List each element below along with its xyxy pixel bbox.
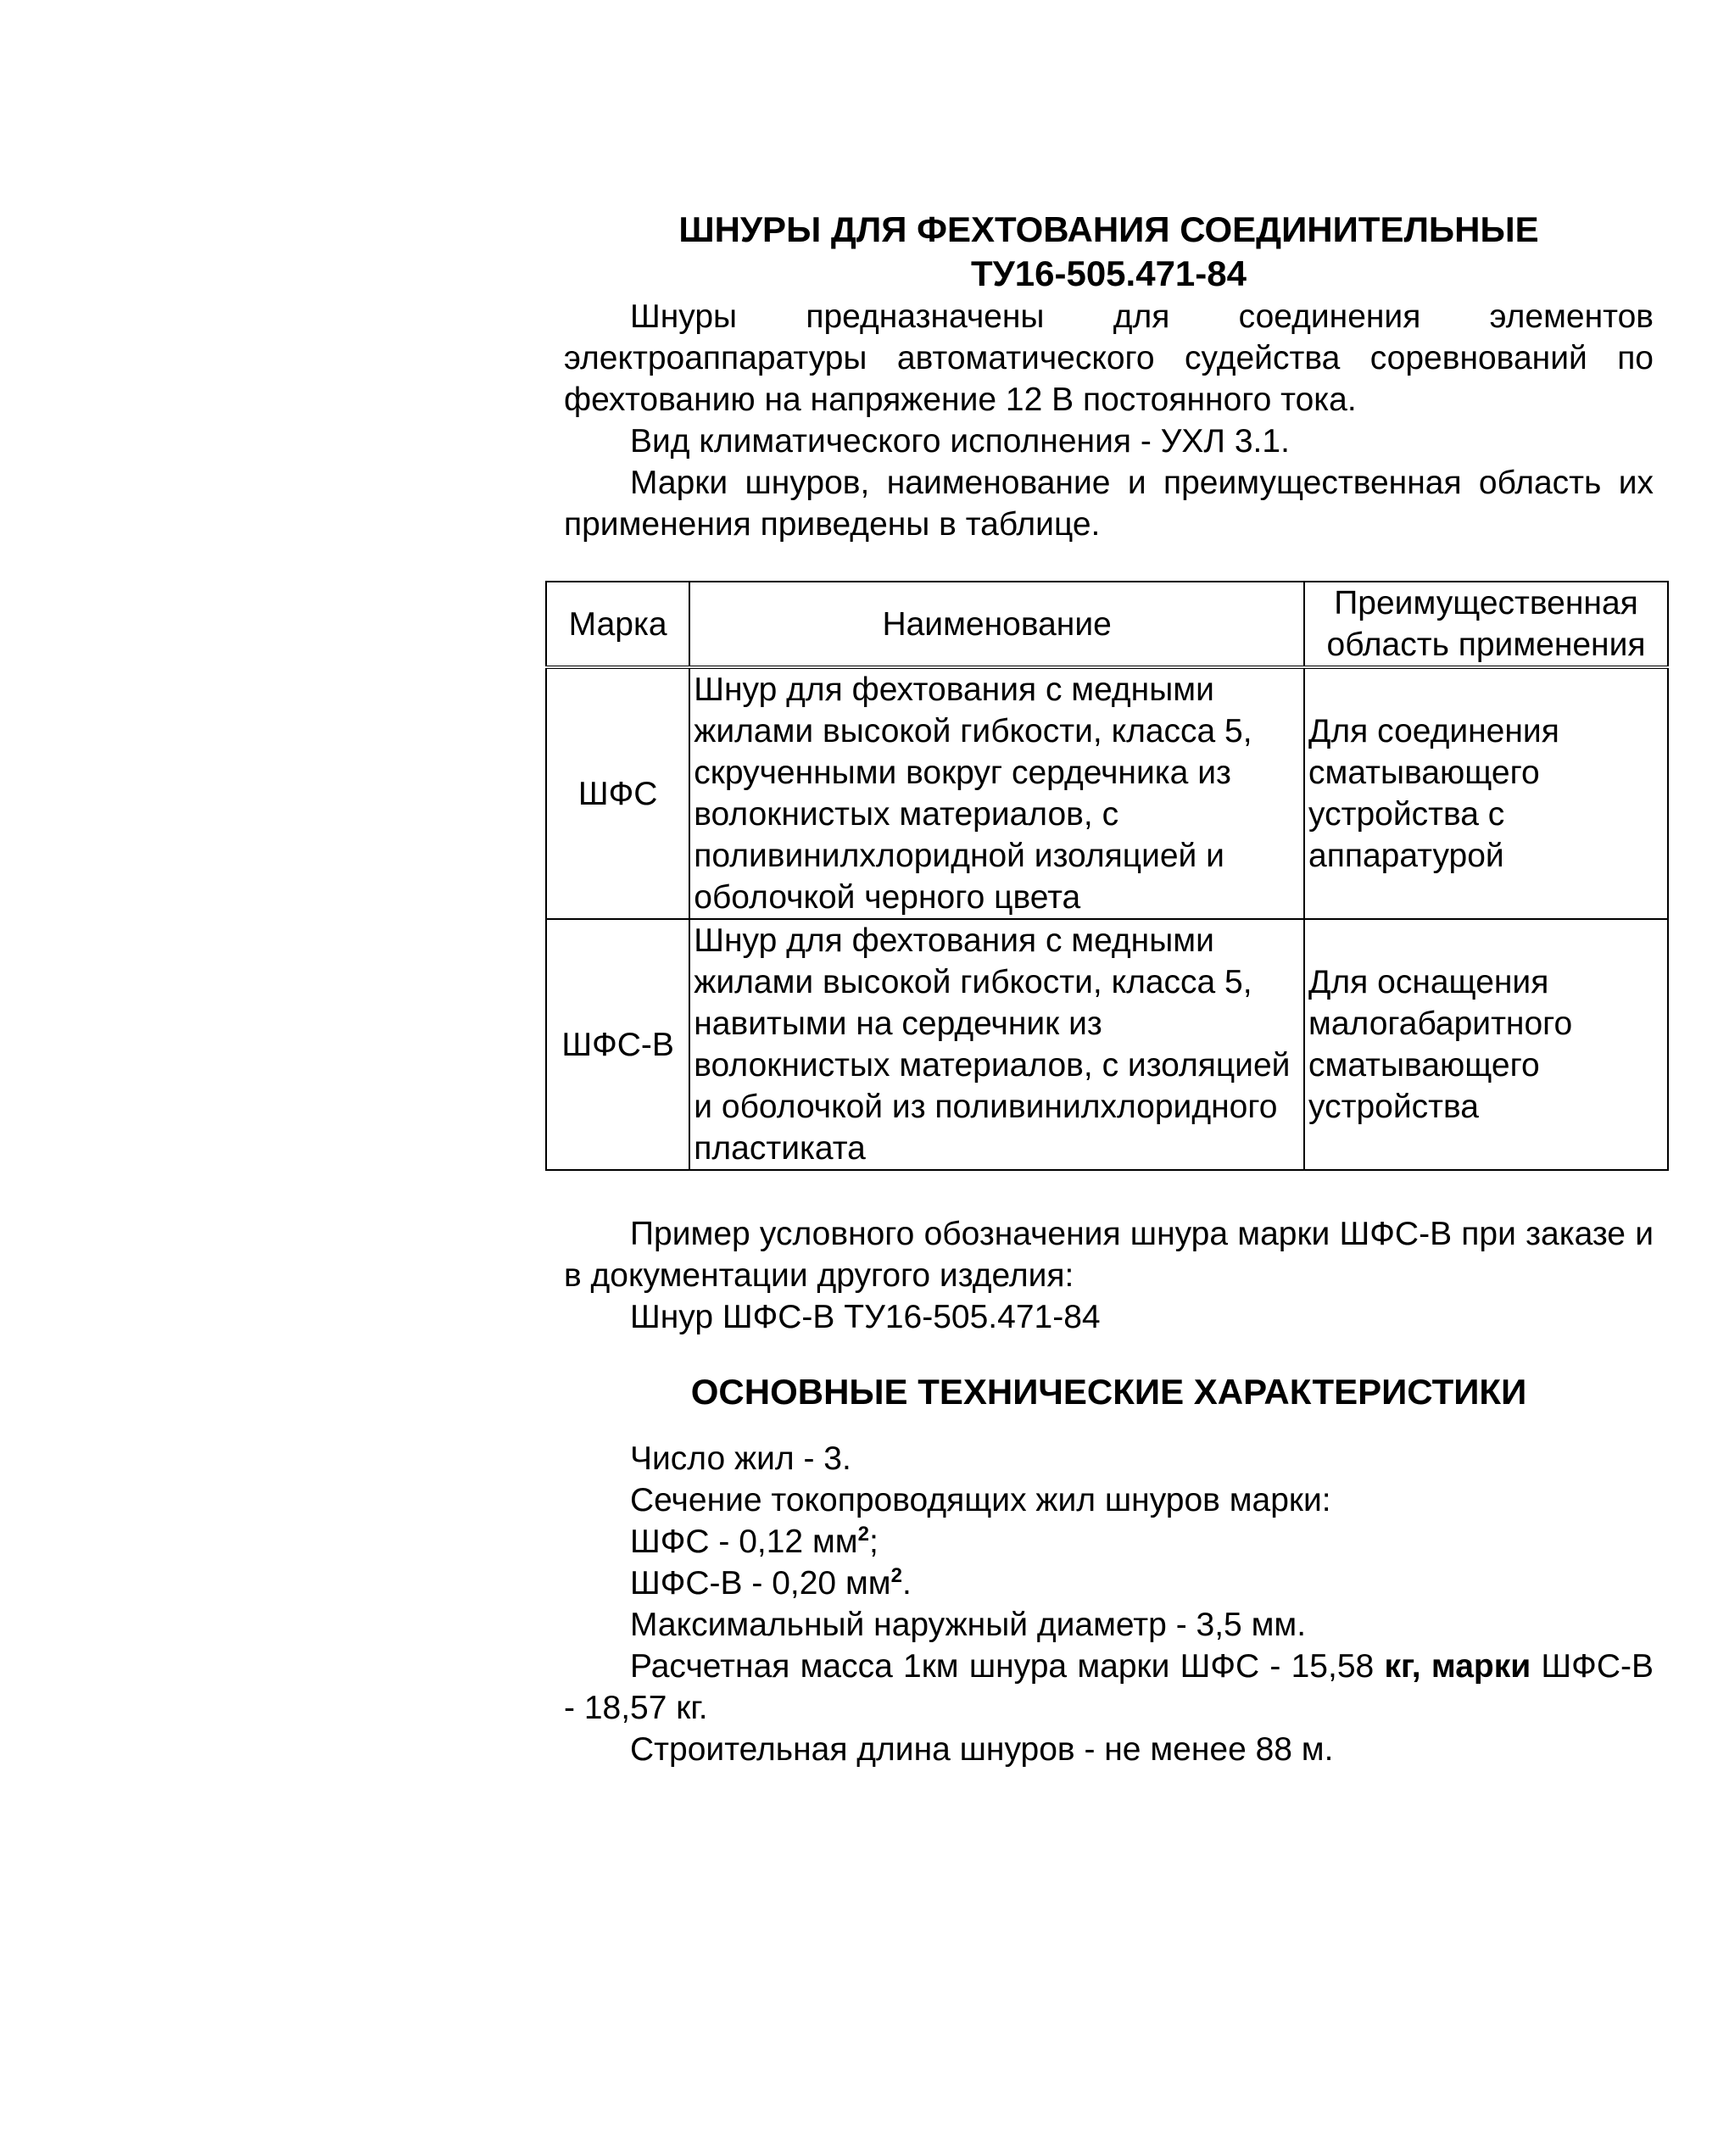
cell-name: Шнур для фехтования с медными жилами высокой гибкости, класса 5, скрученными вокруг сердечника из волокнистых материалов, с поливинилхлоридной изоляцией и оболочкой черного цвета [689, 667, 1304, 919]
cell-area: Для оснащения малогабаритного сматывающего устройства [1304, 919, 1668, 1170]
intro-paragraph: Шнуры предназначены для соединения элементов электроаппаратуры автоматического судейства соревнований по фехтованию на напряжение 12 В постоянного тока. [564, 298, 1654, 418]
climate-paragraph: Вид климатического исполнения - УХЛ 3.1. [630, 423, 1290, 460]
spec-mass-bold: кг, марки [1384, 1648, 1531, 1685]
document-page [561, 208, 1654, 1770]
cord-table [545, 581, 1669, 1171]
spec-shfsv-section-end: . [901, 1565, 912, 1602]
title-line-2: ТУ16-505.471-84 [970, 253, 1247, 293]
section-title: ОСНОВНЫЕ ТЕХНИЧЕСКИЕ ХАРАКТЕРИСТИКИ [690, 1372, 1527, 1412]
table-row [546, 919, 1668, 1170]
cell-name: Шнур для фехтования с медными жилами высокой гибкости, класса 5, навитыми на сердечник из волокнистых материалов, с изоляцией и оболочкой из поливинилхлоридного пластиката [689, 919, 1304, 1170]
document-title [564, 208, 1654, 296]
spec-shfs-section [564, 1521, 1654, 1563]
spec-mass-part1: Расчетная масса 1км шнура марки ШФС - 15,58 [630, 1648, 1385, 1685]
spec-diameter: Максимальный наружный диаметр - 3,5 мм. [630, 1607, 1307, 1643]
spec-mass-part2: ШФС-В - 18,57 кг. [564, 1648, 1654, 1726]
spec-shfsv-section [564, 1563, 1654, 1604]
spec-mass [564, 1646, 1654, 1729]
superscript-2: 2 [857, 1523, 869, 1546]
cell-mark: ШФС-В [546, 919, 689, 1170]
spec-length: Строительная длина шнуров - не менее 88 м. [630, 1731, 1334, 1768]
table-row [546, 667, 1668, 919]
spec-shfs-section-end: ; [868, 1524, 879, 1560]
table-intro-paragraph: Марки шнуров, наименование и преимущественная область их применения приведены в таблице. [564, 465, 1654, 543]
cell-area: Для соединения сматывающего устройства с аппаратурой [1304, 667, 1668, 919]
example-designation: Шнур ШФС-В ТУ16-505.471-84 [630, 1299, 1101, 1335]
spec-cores: Число жил - 3. [630, 1440, 851, 1477]
spec-shfs-section-text: ШФС - 0,12 мм [630, 1524, 858, 1560]
example-paragraph: Пример условного обозначения шнура марки ШФС-В при заказе и в документации другого изделия: [564, 1216, 1654, 1294]
header-name: Наименование [689, 582, 1304, 667]
header-area: Преимущественная область применения [1304, 582, 1668, 667]
header-mark: Марка [546, 582, 689, 667]
superscript-2: 2 [890, 1564, 902, 1587]
table-header-row [546, 582, 1668, 667]
title-line-1: ШНУРЫ ДЛЯ ФЕХТОВАНИЯ СОЕДИНИТЕЛЬНЫЕ [678, 209, 1539, 249]
spec-shfsv-section-text: ШФС-В - 0,20 мм [630, 1565, 891, 1602]
cell-mark: ШФС [546, 667, 689, 919]
spec-section-label: Сечение токопроводящих жил шнуров марки: [630, 1482, 1331, 1518]
